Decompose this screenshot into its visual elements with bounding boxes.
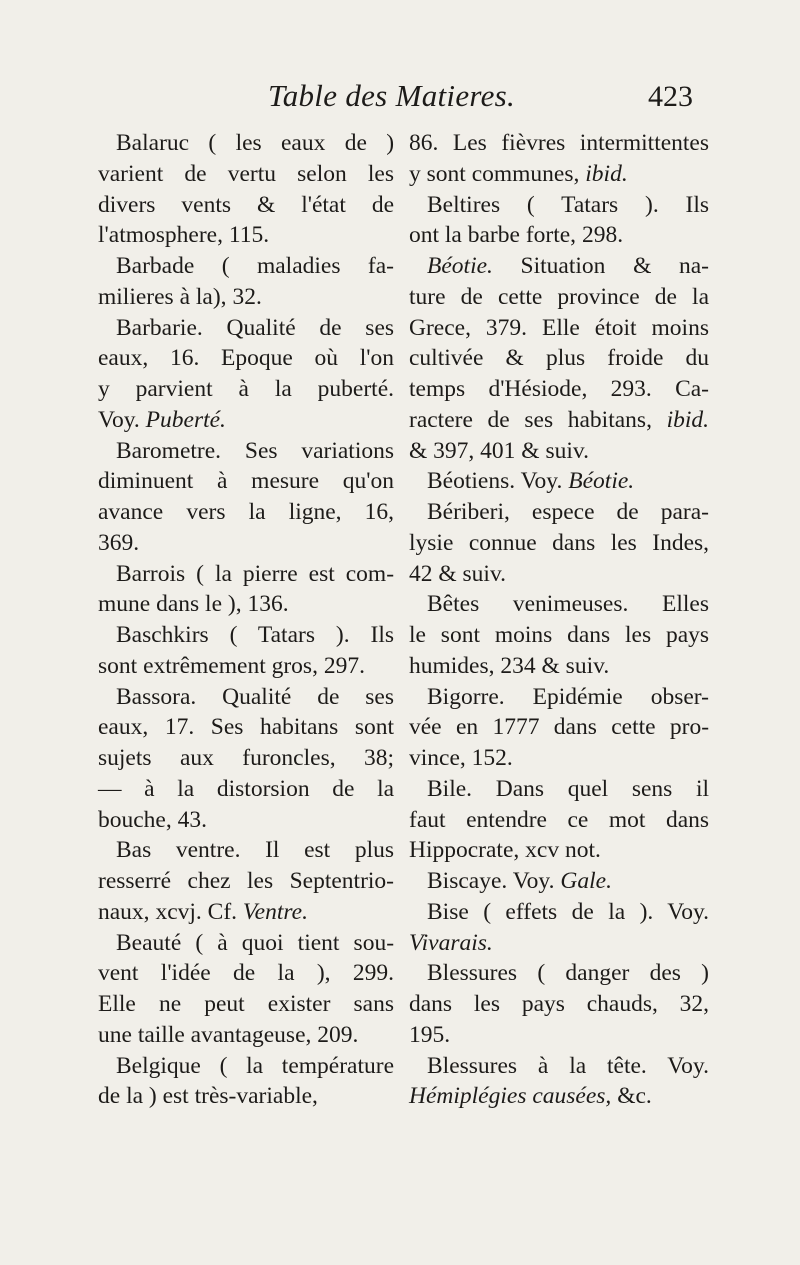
index-entry [98, 128, 394, 251]
entry-line: une taille avantageuse, 209. [98, 1021, 359, 1048]
entry-line: eaux, 17. Ses habitans sont [98, 714, 395, 741]
index-entry [409, 466, 709, 497]
entry-line: ractere de ses habitans, ibid. [409, 406, 710, 433]
entry-line: diminuent à mesure qu'on [98, 468, 394, 495]
entry-line: Blessures ( danger des ) [427, 960, 709, 987]
entry-line: Beauté ( à quoi tient sou- [116, 929, 395, 956]
entry-line: bouche, 43. [98, 806, 207, 833]
entry-line: 369. [98, 529, 140, 556]
index-entry [409, 897, 709, 959]
entry-line: Elle ne peut exister sans [98, 991, 394, 1017]
entry-line: dans les pays chauds, 32, [409, 991, 710, 1017]
entry-line: naux, xcvj. Cf. Ventre. [98, 898, 308, 925]
index-entry [409, 589, 709, 681]
entry-line: Barrois ( la pierre est com- [116, 560, 395, 587]
entry-line: le sont moins dans les pays [409, 622, 710, 648]
index-entry [409, 128, 709, 190]
entry-line: temps d'Hésiode, 293. Ca- [409, 376, 710, 402]
index-entry [409, 190, 709, 252]
entry-line: 195. [409, 1021, 451, 1048]
index-entry [98, 1051, 394, 1113]
entry-line: eaux, 16. Epoque où l'on [98, 345, 394, 372]
index-entry [409, 866, 709, 897]
index-entry [409, 251, 709, 466]
entry-line: Bassora. Qualité de ses [116, 683, 394, 710]
index-entry [98, 313, 394, 436]
index-entry [409, 1051, 709, 1113]
entry-line: y parvient à la puberté. [98, 376, 394, 402]
entry-line: sont extrêmement gros, 297. [98, 652, 365, 679]
index-entry [409, 774, 709, 866]
entry-line: Bêtes venimeuses. Elles [427, 591, 710, 618]
index-entry [98, 682, 394, 836]
index-entry [98, 620, 394, 682]
entry-line: & 397, 401 & suiv. [409, 437, 589, 464]
index-entry [98, 251, 394, 313]
index-entry [409, 497, 709, 589]
entry-line: Barbade ( maladies fa- [116, 253, 395, 279]
entry-line: ont la barbe forte, 298. [409, 222, 624, 249]
entry-line: milieres à la), 32. [98, 283, 262, 310]
entry-line: — à la distorsion de la [98, 775, 395, 802]
entry-line: Grece, 379. Elle étoit moins [409, 314, 709, 341]
entry-line: humides, 234 & suiv. [409, 652, 610, 679]
entry-line: faut entendre ce mot dans [409, 806, 710, 833]
right-column [409, 128, 709, 1112]
entry-line: Belgique ( la température [116, 1052, 395, 1079]
entry-line: Beltires ( Tatars ). Ils [427, 191, 710, 218]
left-column [98, 128, 394, 1112]
entry-line: Bas ventre. Il est plus [116, 837, 394, 864]
page-number: 423 [648, 80, 693, 113]
page-header [0, 78, 800, 122]
entry-line: Béotiens. Voy. Béotie. [427, 468, 635, 495]
entry-line: mune dans le ), 136. [98, 591, 289, 618]
entry-line: Balaruc ( les eaux de ) [116, 130, 395, 156]
entry-line: vée en 1777 dans cette pro- [409, 714, 710, 741]
running-title: Table des Matieres. [268, 78, 516, 113]
entry-line: Biscaye. Voy. Gale. [427, 868, 612, 894]
entry-line: Bile. Dans quel sens il [427, 775, 710, 802]
index-entry [98, 559, 394, 621]
index-entry [98, 835, 394, 927]
index-entry [98, 928, 394, 1051]
entry-line: varient de vertu selon les [98, 160, 395, 187]
entry-line: l'atmosphere, 115. [98, 222, 270, 249]
entry-line: vent l'idée de la ), 299. [98, 960, 394, 987]
entry-line: sujets aux furoncles, 38; [98, 745, 395, 771]
index-entry [409, 682, 709, 774]
entry-line: Béotie. Situation & na- [427, 253, 709, 279]
entry-line: avance vers la ligne, 16, [98, 499, 395, 525]
index-entry [409, 958, 709, 1050]
entry-line: de la ) est très-variable, [98, 1083, 318, 1110]
entry-line: Hémiplégies causées, &c. [409, 1083, 652, 1110]
entry-line: Vivarais. [409, 929, 493, 956]
index-entry [98, 436, 394, 559]
entry-line: Voy. Puberté. [98, 406, 226, 433]
entry-line: resserré chez les Septentrio- [98, 868, 394, 894]
entry-line: Bise ( effets de la ). Voy. [427, 898, 710, 925]
entry-line: cultivée & plus froide du [409, 345, 710, 372]
entry-line: lysie connue dans les Indes, [409, 529, 710, 556]
entry-line: Hippocrate, xcv not. [409, 837, 601, 864]
entry-line: Bériberi, espece de para- [427, 499, 709, 525]
entry-line: Bigorre. Epidémie obser- [427, 683, 709, 710]
entry-line: 42 & suiv. [409, 560, 507, 587]
entry-line: Barbarie. Qualité de ses [116, 314, 395, 341]
entry-line: vince, 152. [409, 745, 513, 771]
entry-line: ture de cette province de la [409, 283, 710, 310]
entry-line: Blessures à la tête. Voy. [427, 1052, 710, 1079]
entry-line: divers vents & l'état de [98, 191, 395, 218]
entry-line: Baschkirs ( Tatars ). Ils [116, 622, 394, 648]
entry-line: 86. Les fièvres intermittentes [409, 130, 710, 156]
entry-line: Barometre. Ses variations [116, 437, 395, 464]
entry-line: y sont communes, ibid. [409, 160, 628, 187]
